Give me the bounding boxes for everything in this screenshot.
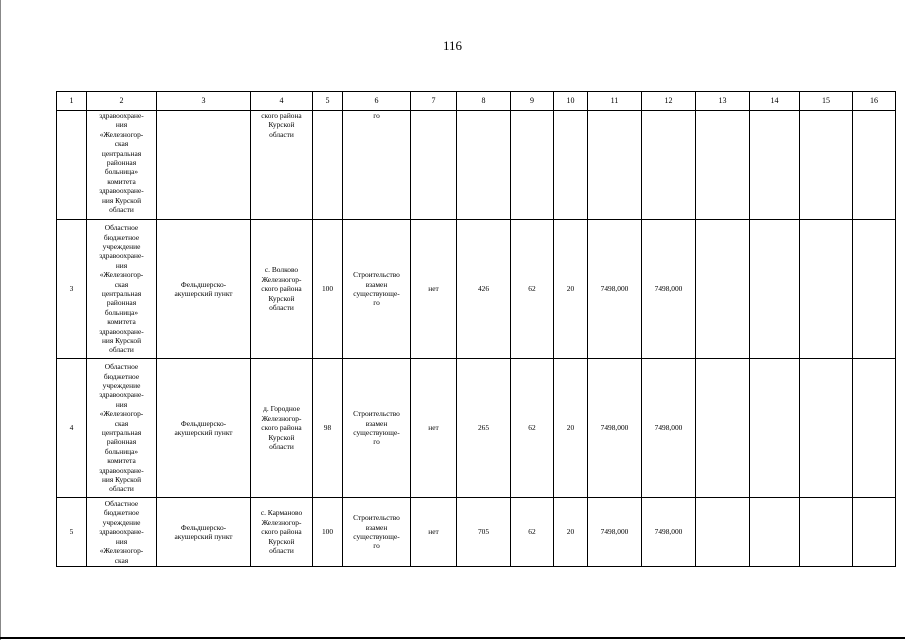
header-cell: 7	[411, 92, 457, 111]
page-number: 116	[442, 38, 463, 53]
table-cell	[853, 220, 896, 359]
header-cell: 2	[87, 92, 157, 111]
table-cell: 426	[457, 220, 511, 359]
table-cell: нет	[411, 359, 457, 498]
table-cell: 7498,000	[642, 359, 696, 498]
table-cell	[411, 111, 457, 220]
table-cell	[588, 111, 642, 220]
table-cell	[750, 220, 800, 359]
header-cell: 15	[800, 92, 853, 111]
scan-bottom-edge	[0, 637, 905, 639]
table-cell	[853, 111, 896, 220]
table-row	[57, 220, 896, 359]
table-cell: Фельдшерско- акушерский пункт	[157, 359, 251, 498]
table-cell: 7498,000	[588, 220, 642, 359]
table-cell: ского района Курской области	[251, 111, 313, 220]
table-cell	[853, 359, 896, 498]
table-cell: 265	[457, 359, 511, 498]
scan-edge-line	[0, 0, 1, 640]
table-cell: 20	[554, 498, 588, 567]
table-cell: нет	[411, 220, 457, 359]
table-cell	[800, 220, 853, 359]
table-cell	[157, 111, 251, 220]
table-row	[57, 359, 896, 498]
header-cell: 12	[642, 92, 696, 111]
header-cell: 6	[343, 92, 411, 111]
table-cell: Областное бюджетное учреждение здравоохране- ния «Железногор- ская центральная районная больница» комитета здравоохране- ния Курской области	[87, 359, 157, 498]
table-cell	[750, 498, 800, 567]
table-cell	[57, 111, 87, 220]
table-cell: 7498,000	[588, 498, 642, 567]
table-row-continuation	[57, 111, 896, 220]
row-number-cell: 4	[57, 359, 87, 498]
table-cell: 62	[511, 220, 554, 359]
table-cell	[750, 111, 800, 220]
table-header-row	[57, 92, 896, 111]
header-cell: 10	[554, 92, 588, 111]
table-cell: Фельдшерско- акушерский пункт	[157, 498, 251, 567]
data-table	[56, 91, 896, 567]
table-cell	[800, 498, 853, 567]
table-cell: Областное бюджетное учреждение здравоохране- ния «Железногор- ская центральная районная больница» комитета здравоохране- ния Курской области	[87, 220, 157, 359]
header-cell: 16	[853, 92, 896, 111]
header-cell: 4	[251, 92, 313, 111]
header-cell: 8	[457, 92, 511, 111]
row-number-cell: 5	[57, 498, 87, 567]
table-cell: 20	[554, 359, 588, 498]
header-cell: 13	[696, 92, 750, 111]
table-cell: 7498,000	[642, 220, 696, 359]
table-cell: с. Карманово Железногор- ского района Курской области	[251, 498, 313, 567]
table-cell	[800, 111, 853, 220]
table-cell	[750, 359, 800, 498]
table-cell: 98	[313, 359, 343, 498]
table-cell: 705	[457, 498, 511, 567]
table-cell: 100	[313, 498, 343, 567]
table-cell: здравоохране- ния «Железногор- ская центральная районная больница» комитета здравоохране- ния Курской области	[87, 111, 157, 220]
table-cell: нет	[411, 498, 457, 567]
header-cell: 9	[511, 92, 554, 111]
table-cell: Областное бюджетное учреждение здравоохране- ния «Железногор- ская	[87, 498, 157, 567]
table-cell	[696, 111, 750, 220]
table-cell: Фельдшерско- акушерский пункт	[157, 220, 251, 359]
table-cell	[696, 220, 750, 359]
table-cell	[457, 111, 511, 220]
table-row	[57, 498, 896, 567]
table-cell	[554, 111, 588, 220]
row-number-cell: 3	[57, 220, 87, 359]
table-cell: Строительство взамен существующе- го	[343, 220, 411, 359]
table-cell: д. Городное Железногор- ского района Курской области	[251, 359, 313, 498]
header-cell: 3	[157, 92, 251, 111]
table-cell: Строительство взамен существующе- го	[343, 359, 411, 498]
table-cell: 7498,000	[588, 359, 642, 498]
table-cell	[511, 111, 554, 220]
table-cell: го	[343, 111, 411, 220]
table-cell: 62	[511, 498, 554, 567]
table-cell	[853, 498, 896, 567]
table-cell: 62	[511, 359, 554, 498]
table-cell	[313, 111, 343, 220]
header-cell: 5	[313, 92, 343, 111]
table-cell	[642, 111, 696, 220]
table-cell	[696, 498, 750, 567]
table-cell: 100	[313, 220, 343, 359]
header-cell: 1	[57, 92, 87, 111]
table-cell: Строительство взамен существующе- го	[343, 498, 411, 567]
table-cell: 7498,000	[642, 498, 696, 567]
table-cell	[696, 359, 750, 498]
table-cell: с. Волково Железногор- ского района Курской области	[251, 220, 313, 359]
table-cell	[800, 359, 853, 498]
header-cell: 11	[588, 92, 642, 111]
header-cell: 14	[750, 92, 800, 111]
table-cell: 20	[554, 220, 588, 359]
